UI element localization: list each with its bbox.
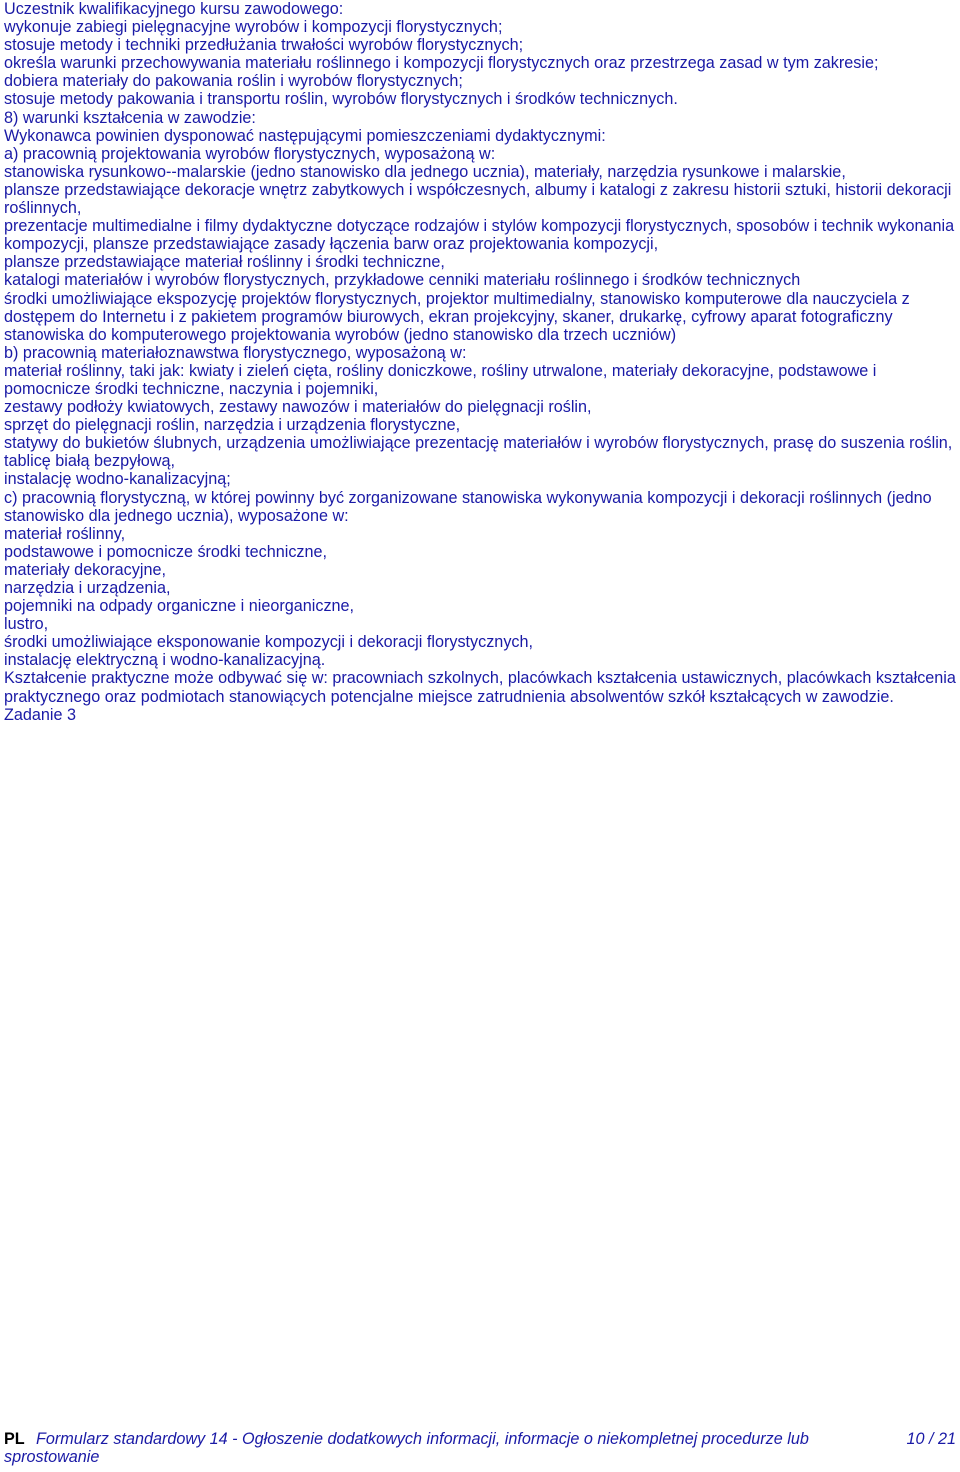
text-line: Kształcenie praktyczne może odbywać się w: pracowniach szkolnych, placówkach kształcenia ustawicznych, placówkach kształcenia praktycznego oraz podmiotach stanowiących potencjalne miejsce zatrudnienia absolwentów szkół kształcących w zawodzie. xyxy=(4,669,956,706)
text-line: materiały dekoracyjne, xyxy=(4,560,166,579)
text-line: plansze przedstawiające materiał roślinny i środki techniczne, xyxy=(4,253,445,272)
text-line: c) pracownią florystyczną, w której powinny być zorganizowane stanowiska wykonywania kompozycji i dekoracji roślinnych (jedno stanowisko dla jednego ucznia), wyposażone w: xyxy=(4,488,932,525)
page-footer xyxy=(4,1430,956,1470)
text-line: środki umożliwiające eksponowanie kompozycji i dekoracji florystycznych, xyxy=(4,633,534,652)
text-line: Uczestnik kwalifikacyjnego kursu zawodowego: xyxy=(4,0,344,18)
text-line: określa warunki przechowywania materiału roślinnego i kompozycji florystycznych oraz przestrzega zasad w tym zakresie; xyxy=(4,54,879,73)
text-line: b) pracownią materiałoznawstwa florystycznego, wyposażoną w: xyxy=(4,343,467,362)
text-line: środki umożliwiające ekspozycję projektów florystycznych, projektor multimedialny, stanowisko komputerowe dla nauczyciela z dostępem do Internetu i z pakietem programów biurowych, ekran projekcyjny, skaner, drukarkę, cyfrowy aparat fotograficzny xyxy=(4,289,910,326)
text-line: materiał roślinny, taki jak: kwiaty i zieleń cięta, rośliny doniczkowe, rośliny utrwalone, materiały dekoracyjne, podstawowe i pomocnicze środki techniczne, naczynia i pojemniki, xyxy=(4,361,877,398)
text-line: stosuje metody pakowania i transportu roślin, wyrobów florystycznych i środków technicznych. xyxy=(4,90,678,109)
text-line: sprzęt do pielęgnacji roślin, narzędzia i urządzenia florystyczne, xyxy=(4,416,461,435)
text-line: dobiera materiały do pakowania roślin i wyrobów florystycznych; xyxy=(4,72,463,91)
text-line: podstawowe i pomocnicze środki techniczne, xyxy=(4,542,328,561)
text-line: stanowiska rysunkowo--malarskie (jedno stanowisko dla jednego ucznia), materiały, narzędzia rysunkowe i malarskie, xyxy=(4,162,846,181)
text-line: Wykonawca powinien dysponować następującymi pomieszczeniami dydaktycznymi: xyxy=(4,126,606,145)
text-line: narzędzia i urządzenia, xyxy=(4,579,171,597)
text-line: lustro, xyxy=(4,615,49,634)
page-number: 10 / 21 xyxy=(906,1430,956,1448)
text-line: stanowiska do komputerowego projektowania wyrobów (jedno stanowisko dla trzech uczniów) xyxy=(4,325,677,344)
text-line: tablicę białą bezpyłową, xyxy=(4,452,175,471)
text-line: plansze przedstawiające dekoracje wnętrz zabytkowych i współczesnych, albumy i katalogi z zakresu historii sztuki, historii dekoracji roślinnych, xyxy=(4,180,952,218)
document-body xyxy=(4,0,956,724)
section-heading: Zadanie 3 xyxy=(4,705,76,724)
text-line: a) pracownią projektowania wyrobów florystycznych, wyposażoną w: xyxy=(4,144,496,163)
form-title: Formularz standardowy 14 - Ogłoszenie dodatkowych informacji, informacje o niekompletnej procedurze lub sprostowanie xyxy=(4,1430,809,1467)
text-line: statywy do bukietów ślubnych, urządzenia umożliwiające prezentację materiałów i wyrobów florystycznych, prasę do suszenia roślin, xyxy=(4,434,953,453)
text-line: instalację elektryczną i wodno-kanalizacyjną. xyxy=(4,651,326,670)
text-line: pojemniki na odpady organiczne i nieorganiczne, xyxy=(4,597,355,616)
text-line: katalogi materiałów i wyrobów florystycznych, przykładowe cenniki materiału roślinnego i środków technicznych xyxy=(4,271,801,290)
text-line: instalację wodno-kanalizacyjną; xyxy=(4,470,231,489)
language-code: PL xyxy=(4,1430,25,1448)
text-line: materiał roślinny, xyxy=(4,524,126,543)
section-heading: 8) warunki kształcenia w zawodzie: xyxy=(4,108,256,127)
text-line: wykonuje zabiegi pielęgnacyjne wyrobów i kompozycji florystycznych; xyxy=(4,18,503,37)
text-line: zestawy podłoży kwiatowych, zestawy nawozów i materiałów do pielęgnacji roślin, xyxy=(4,398,592,417)
text-line: prezentacje multimedialne i filmy dydaktyczne dotyczące rodzajów i stylów kompozycji florystycznych, sposobów i technik wykonania kompozycji, plansze przedstawiające zasady łączenia barw oraz projektowania kompozycji, xyxy=(4,217,955,254)
text-line: stosuje metody i techniki przedłużania trwałości wyrobów florystycznych; xyxy=(4,36,524,55)
